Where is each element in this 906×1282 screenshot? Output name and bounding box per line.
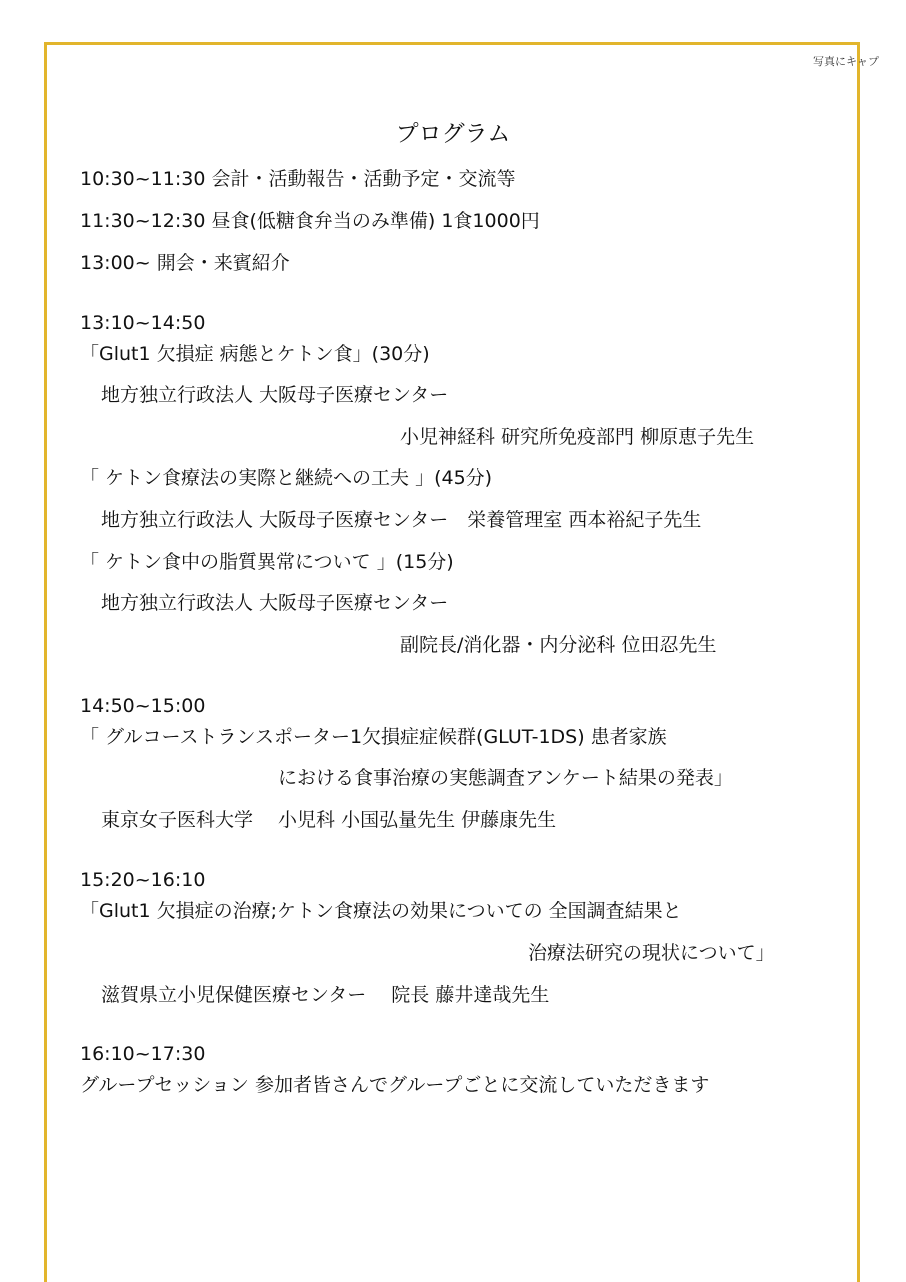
session1-time: 13:10~14:50: [80, 312, 206, 334]
session1-talk1-affiliation: 地方独立行政法人 大阪母子医療センター: [101, 384, 449, 406]
schedule-item-lunch: 11:30~12:30 昼食(低糖食弁当のみ準備) 1食1000円: [80, 210, 540, 232]
schedule-item-reporting: 10:30~11:30 会計・活動報告・活動予定・交流等: [80, 168, 516, 190]
session2-time: 14:50~15:00: [80, 695, 206, 717]
session2-affiliation: 東京女子医科大学 小児科 小国弘量先生 伊藤康先生: [101, 809, 557, 831]
photo-caption: 写真にキャプ: [813, 55, 879, 68]
session3-time: 15:20~16:10: [80, 869, 206, 891]
session3-affiliation: 滋賀県立小児保健医療センター 院長 藤井達哉先生: [101, 984, 550, 1006]
session2-title-line1: 「 グルコーストランスポーター1欠損症症候群(GLUT-1DS) 患者家族: [80, 726, 667, 748]
session2-title-line2: における食事治療の実態調査アンケート結果の発表」: [278, 767, 733, 789]
program-title: プログラム: [395, 121, 511, 147]
session4-time: 16:10~17:30: [80, 1043, 206, 1065]
session1-talk1-title: 「Glut1 欠損症 病態とケトン食」(30分): [80, 343, 430, 365]
session3-title-line1: 「Glut1 欠損症の治療;ケトン食療法の効果についての 全国調査結果と: [80, 900, 682, 922]
session1-talk2-affiliation: 地方独立行政法人 大阪母子医療センター 栄養管理室 西本裕紀子先生: [101, 509, 702, 531]
schedule-item-opening: 13:00~ 開会・来賓紹介: [80, 252, 290, 274]
session4-description: グループセッション 参加者皆さんでグループごとに交流していただきます: [80, 1074, 710, 1096]
session1-talk1-speaker: 小児神経科 研究所免疫部門 柳原恵子先生: [400, 426, 755, 448]
session3-title-line2: 治療法研究の現状について」: [528, 942, 775, 964]
session1-talk3-affiliation: 地方独立行政法人 大阪母子医療センター: [101, 592, 449, 614]
session1-talk2-title: 「 ケトン食療法の実際と継続への工夫 」(45分): [80, 467, 493, 489]
session1-talk3-speaker: 副院長/消化器・内分泌科 位田忍先生: [400, 634, 717, 656]
session1-talk3-title: 「 ケトン食中の脂質異常について 」(15分): [80, 551, 454, 573]
